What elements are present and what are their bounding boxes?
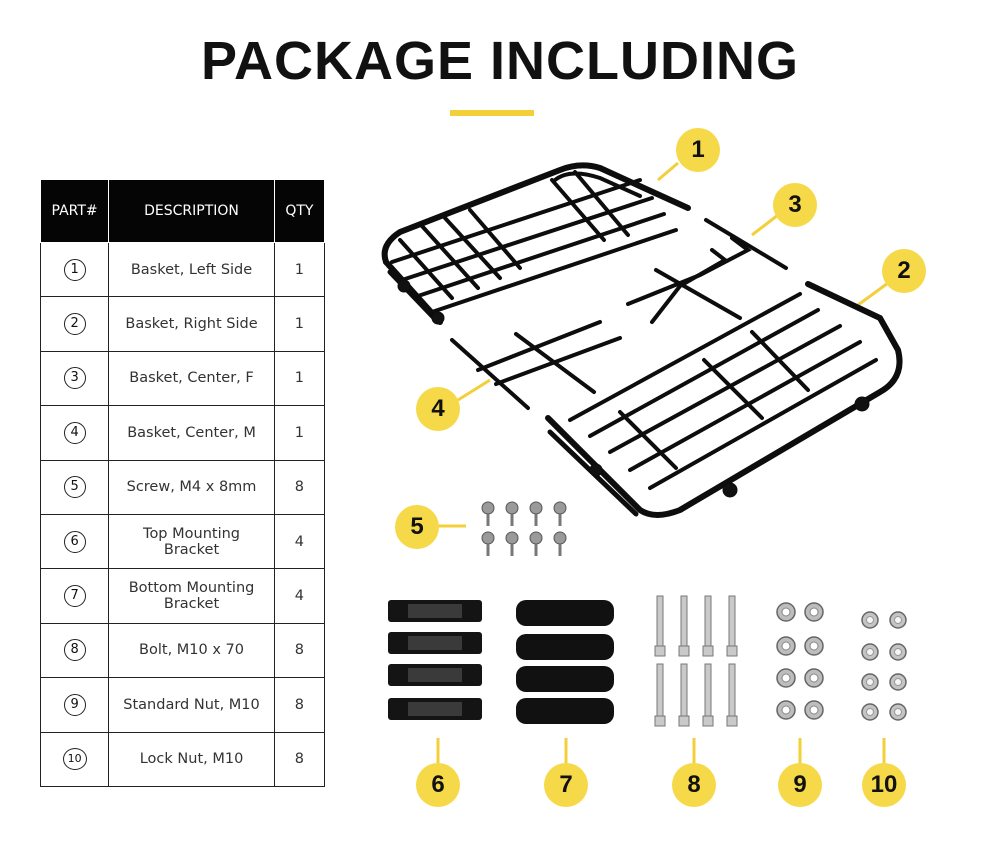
- badge-7: 7: [544, 763, 588, 807]
- part-number: 6: [64, 531, 86, 553]
- part-number: 1: [64, 259, 86, 281]
- part-number: 5: [64, 476, 86, 498]
- part-qty: 4: [274, 569, 324, 623]
- basket-center-m: [452, 322, 620, 408]
- badge-1: 1: [676, 128, 720, 172]
- part-number: 2: [64, 313, 86, 335]
- part-description: Basket, Right Side: [109, 297, 275, 351]
- part-qty: 1: [274, 351, 324, 405]
- lock-nuts: [862, 612, 906, 720]
- part-description: Basket, Left Side: [109, 243, 275, 297]
- part-number: 8: [64, 639, 86, 661]
- part-qty: 1: [274, 406, 324, 460]
- part-qty: 8: [274, 460, 324, 514]
- basket-center-f: [628, 220, 786, 322]
- part-description: Bottom Mounting Bracket: [109, 569, 275, 623]
- top-mounting-brackets: [388, 600, 482, 720]
- part-number: 3: [64, 367, 86, 389]
- badge-8: 8: [672, 763, 716, 807]
- part-qty: 8: [274, 678, 324, 732]
- part-description: Standard Nut, M10: [109, 678, 275, 732]
- part-description: Bolt, M10 x 70: [109, 623, 275, 677]
- badge-3: 3: [773, 183, 817, 227]
- part-number: 7: [64, 585, 86, 607]
- part-number: 9: [64, 694, 86, 716]
- part-qty: 1: [274, 297, 324, 351]
- badge-9: 9: [778, 763, 822, 807]
- badge-6: 6: [416, 763, 460, 807]
- header-qty: QTY: [274, 180, 324, 243]
- part-description: Basket, Center, F: [109, 351, 275, 405]
- part-description: Basket, Center, M: [109, 406, 275, 460]
- header-description: DESCRIPTION: [109, 180, 275, 243]
- part-qty: 8: [274, 623, 324, 677]
- badge-4: 4: [416, 387, 460, 431]
- basket-right-side: [548, 284, 900, 515]
- header-part: PART#: [41, 180, 109, 243]
- part-qty: 4: [274, 514, 324, 568]
- screws: [482, 502, 566, 556]
- part-description: Screw, M4 x 8mm: [109, 460, 275, 514]
- standard-nuts: [777, 603, 823, 719]
- bolts: [655, 596, 737, 726]
- part-qty: 1: [274, 243, 324, 297]
- badge-2: 2: [882, 249, 926, 293]
- part-number: 4: [64, 422, 86, 444]
- part-description: Top Mounting Bracket: [109, 514, 275, 568]
- part-qty: 8: [274, 732, 324, 786]
- bottom-mounting-brackets: [516, 600, 614, 724]
- part-description: Lock Nut, M10: [109, 732, 275, 786]
- part-number: 10: [63, 748, 87, 770]
- badge-5: 5: [395, 505, 439, 549]
- page-title: PACKAGE INCLUDING: [200, 31, 799, 91]
- badge-10: 10: [862, 763, 906, 807]
